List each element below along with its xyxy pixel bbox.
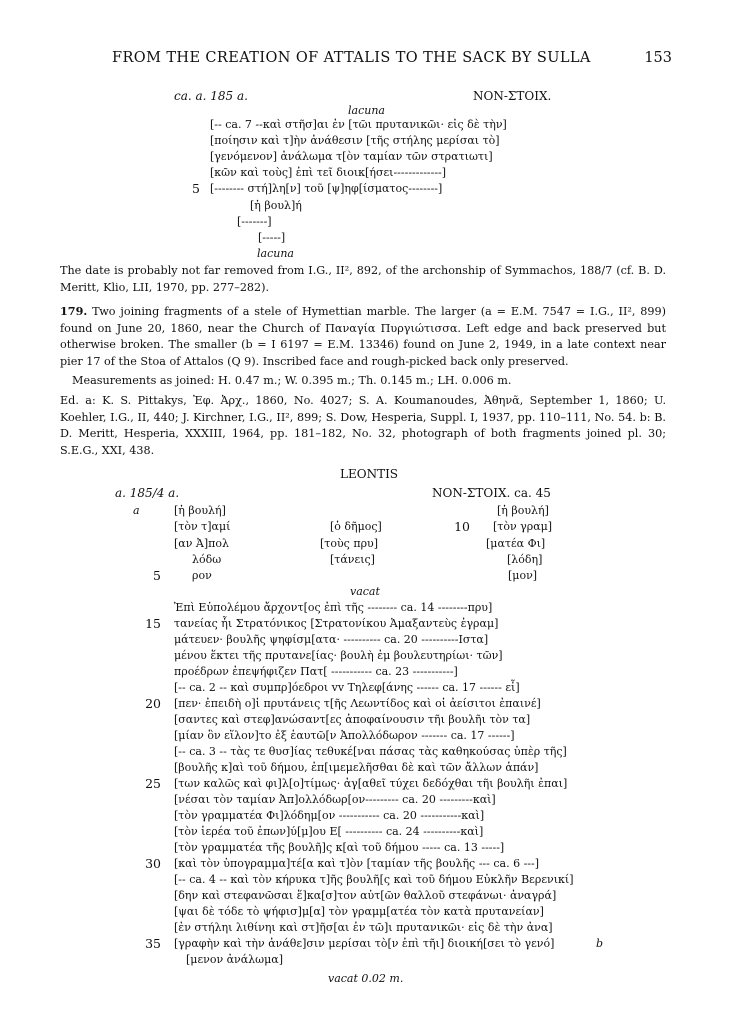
- date-178: ca. a. 185 a.: [174, 89, 248, 103]
- line-178-5: [-------- στή]λη[ν] τοῦ [ψ]ηφ[ίσματος--------]: [210, 182, 443, 195]
- line-number-30: 30: [145, 856, 161, 871]
- text-line-8: [σαντες καὶ στεφ]ανώσαντ[ες ἀποφαίνουσιν τῆι βουλῆι τὸν τα]: [174, 713, 531, 726]
- entry-number-179: 179.: [60, 304, 88, 318]
- text-line-1: Ἐπὶ Εὐπολέμου ἄρχοντ[ος ἐπὶ τῆς -------- ca. 14 --------πρυ]: [174, 601, 493, 614]
- text-line-12: [των καλῶς καὶ φι]λ[ο]τίμως· ἀγ[αθεῖ τύχει δεδόχθαι τῆι βουλῆι ἐπαι]: [174, 777, 568, 790]
- line-178-4: [κῶν καὶ τοὺς] ἐπὶ τεῖ διοικ[ήσει-------------]: [210, 166, 447, 179]
- fragment-b-label: b: [596, 937, 604, 950]
- description-179-text: Two joining fragments of a stele of Hymettian marble. The larger (a = E.M. 7547 = I.G., II², 899) found on June 20, 1860, near the Church of Παναγία Πυργιώτισσα. Left edge and back preserved but otherwise broken. The smaller (b = I 6197 = E.M. 13346) found on June 2, 1949, in a late context near pier 17 of the Stoa of Attalos (Q 9). Inscribed face and rough-picked back only preserved.: [60, 305, 666, 368]
- text-line-17: [καὶ τὸν ὑπογραμμα]τέ[α καὶ τ]ὸν [ταμίαν τῆς βουλῆς --- ca. 6 ---]: [174, 857, 540, 870]
- style-179: NON-ΣTOIX. ca. 45: [432, 486, 551, 500]
- line-178-2: [ποίησιν καὶ τ]ὴν ἀνάθεσιν [τῆς στήλης μερίσαι τὸ]: [210, 134, 500, 147]
- line-178-7: [-------]: [237, 215, 272, 228]
- crown-left-2: [τὸν τ]αμί: [174, 520, 231, 533]
- line-number-10-179: 10: [454, 519, 470, 534]
- text-line-23: [μενον ἀνάλωμα]: [186, 953, 283, 966]
- lacuna-top: lacuna: [348, 104, 385, 117]
- crown-right-1: [ἡ βουλή]: [497, 504, 549, 517]
- line-178-3: [γενόμενον] ἀνάλωμα τ[ὸν ταμίαν τῶν στρατιωτι]: [210, 150, 493, 163]
- tribe-heading: LEONTIS: [340, 467, 399, 481]
- crown-left-1: [ἡ βουλή]: [174, 504, 226, 517]
- crown-right-5: [μον]: [508, 569, 538, 582]
- crown-center-2: [τοὺς πρυ]: [320, 537, 379, 550]
- text-line-7: [πεν· ἐπειδὴ ο]ἱ πρυτάνεις τ[ῆς Λεωντίδος καὶ οἱ ἀείσιτοι ἐπαινέ]: [174, 697, 541, 710]
- crown-center-1: [ὁ δῆμος]: [330, 520, 382, 533]
- measurements-179-text: Measurements as joined: H. 0.47 m.; W. 0.395 m.; Th. 0.145 m.; LH. 0.006 m.: [72, 374, 512, 387]
- line-number-15: 15: [145, 616, 161, 631]
- editions-179-text: Ed. a: K. S. Pittakys, Ἐφ. Ἀρχ., 1860, No. 4027; S. A. Koumanoudes, Ἀθηνᾶ, September 1, 1860; U. Koehler, I.G., II, 440; J. Kirchner, I.G., II², 899; S. Dow, Hesperia, Suppl. I, 1937, pp. 110–111, No. 54. b: B. D. Meritt, Hesperia, XXXIII, 1964, pp. 181–182, No. 32, photograph of both fragments joined pl. 30; S.E.G., XXI, 438.: [60, 394, 666, 457]
- note-178-text: The date is probably not far removed from I.G., II², 892, of the archonship of Symmachos, 188/7 (cf. B. D. Meritt, Klio, LII, 1970, pp. 277–282).: [60, 264, 666, 294]
- text-line-22: [γραφὴν καὶ τὴν ἀνάθε]σιν μερίσαι τὸ[ν ἐπὶ τῆι] διοική[σει τὸ γενό]: [174, 937, 555, 950]
- line-number-25: 25: [145, 776, 161, 791]
- crown-left-4: λόδω: [192, 553, 222, 566]
- lacuna-bottom: lacuna: [257, 247, 294, 260]
- line-178-8: [-----]: [258, 231, 286, 244]
- style-178: NON-ΣTOIX.: [473, 89, 552, 103]
- line-number-20: 20: [145, 696, 161, 711]
- text-line-2: τανείας ἧι Στρατόνικος [Στρατονίκου Ἀμαξαντεὺς ἐγραμ]: [174, 617, 499, 630]
- text-line-16: [τὸν γραμματέα τῆς βουλῆ]ς κ[αὶ τοῦ δήμου ----- ca. 13 -----]: [174, 841, 505, 854]
- text-line-3: μάτευεν· βουλῆς ψηφίσμ[ατα· ---------- ca. 20 ----------Ιστα]: [174, 633, 489, 646]
- text-line-20: [ψαι δὲ τόδε τὸ ψήφισ]μ[α] τὸν γραμμ[ατέα τὸν κατὰ πρυτανείαν]: [174, 905, 544, 918]
- text-line-18: [-- ca. 4 -- καὶ τὸν κήρυκα τ]ῆς βουλῆ[ς καὶ τοῦ δήμου Εὐκλῆν Βερενικί]: [174, 873, 574, 886]
- crown-right-4: [λόδη]: [507, 553, 543, 566]
- text-line-5: προέδρων ἐπεψήφιζεν Πατ[ ----------- ca. 23 -----------]: [174, 665, 458, 678]
- line-number-5-178: 5: [192, 181, 200, 196]
- line-178-1: [-- ca. 7 --καὶ στῆσ]αι ἐν [τῶι πρυτανικῶι· εἰς δὲ τὴν]: [210, 118, 507, 131]
- crown-right-2: [τὸν γραμ]: [493, 520, 553, 533]
- text-line-6: [-- ca. 2 -- καὶ συμπρ]όεδροι vv Τηλεφ[άνης ------ ca. 17 ------ εἶ]: [174, 681, 520, 694]
- note-178: [60, 263, 666, 296]
- text-line-15: [τὸν ἱερέα τοῦ ἐπων]ύ[μ]ου Ε[ ---------- ca. 24 ----------καὶ]: [174, 825, 484, 838]
- text-line-10: [-- ca. 3 -- τὰς τε θυσ]ίας τεθυκέ[ναι πάσας τὰς καθηκούσας ὑπὲρ τῆς]: [174, 745, 567, 758]
- text-line-21: [ἐν στήληι λιθίνηι καὶ στ]ῆσ[αι ἐν τῶ]ι πρυτανικῶι· εἰς δὲ τὴν ἀνα]: [174, 921, 553, 934]
- vacat-179: vacat: [350, 585, 380, 598]
- crown-center-3: [τάνεις]: [330, 553, 375, 566]
- page-number: 153: [644, 50, 672, 66]
- date-179: a. 185/4 a.: [115, 486, 180, 500]
- crown-right-3: [ματέα Φι]: [486, 537, 546, 550]
- editions-179: [60, 393, 666, 459]
- fragment-a-label: a: [133, 504, 140, 517]
- crown-left-3: [αν Ἀ]πολ: [174, 537, 229, 550]
- line-number-5-179: 5: [153, 568, 161, 583]
- description-179: [60, 303, 666, 370]
- text-line-9: [μίαν ὃν εἵλον]το ἐξ ἑαυτῶ[ν Ἀπολλόδωρον ------- ca. 17 ------]: [174, 729, 515, 742]
- text-line-14: [τὸν γραμματέα Φι]λόδημ[ον ----------- ca. 20 -----------καὶ]: [174, 809, 485, 822]
- line-178-6: [ἡ βουλ]ή: [250, 199, 302, 212]
- running-header: [112, 50, 672, 72]
- text-line-4: μένου ἕκτει τῆς πρυτανε[ίας· βουλὴ ἐμ βουλευτηρίωι· τῶν]: [174, 649, 503, 662]
- text-line-13: [νέσαι τὸν ταμίαν Ἀπ]ολλόδωρ[ον--------- ca. 20 ---------καὶ]: [174, 793, 496, 806]
- running-title: FROM THE CREATION OF ATTALIS TO THE SACK BY SULLA: [112, 50, 591, 66]
- text-line-19: [δην καὶ στεφανῶσαι ἕ]κα[σ]τον αὐτ[ῶν θαλλοῦ στεφάνωι· ἀναγρά]: [174, 889, 557, 902]
- measurements-179: [72, 373, 666, 390]
- crown-left-5: ρον: [192, 569, 212, 582]
- line-number-35: 35: [145, 936, 161, 951]
- vacat-end: vacat 0.02 m.: [328, 972, 404, 985]
- text-line-11: [βουλῆς κ]αὶ τοῦ δήμου, ἐπ[ιμεμελῆσθαι δὲ καὶ τῶν ἄλλων ἁπάν]: [174, 761, 539, 774]
